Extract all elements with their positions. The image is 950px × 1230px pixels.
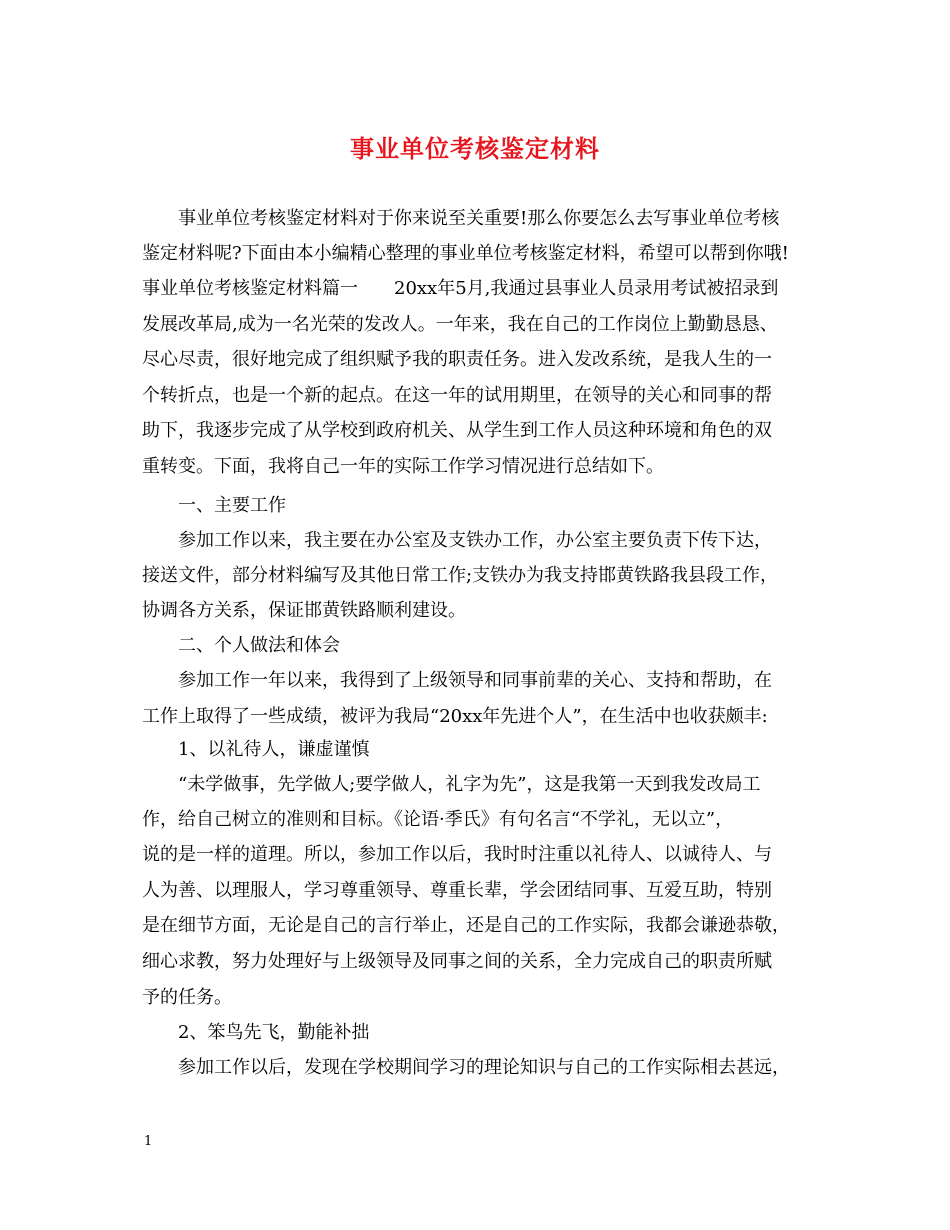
body-line: 个转折点，也是一个新的起点。在这一年的试用期里，在领导的关心和同事的帮 bbox=[142, 385, 772, 406]
body-line: 人为善、以理服人，学习尊重领导、尊重长辈，学会团结同事、互爱互助，特别 bbox=[142, 880, 772, 901]
body-line: 重转变。下面，我将自己一年的实际工作学习情况进行总结如下。 bbox=[142, 456, 664, 477]
body-line: 接送文件，部分材料编写及其他日常工作;支铁办为我支持邯黄铁路我县段工作， bbox=[142, 565, 779, 586]
section-heading: 一、主要工作 bbox=[142, 495, 286, 516]
body-line: 助下，我逐步完成了从学校到政府机关、从学生到工作人员这种环境和角色的双 bbox=[142, 420, 772, 441]
body-line: 事业单位考核鉴定材料篇一 20xx年5月,我通过县事业人员录用考试被招录到 bbox=[142, 278, 779, 299]
body-line: 鉴定材料呢?下面由本小编精心整理的事业单位考核鉴定材料，希望可以帮到你哦! bbox=[142, 243, 789, 264]
body-line: 参加工作以来，我主要在办公室及支铁办工作，办公室主要负责下传下达， bbox=[142, 530, 772, 551]
body-line: 参加工作以后，发现在学校期间学习的理论知识与自己的工作实际相去甚远， bbox=[142, 1057, 790, 1078]
body-line: 说的是一样的道理。所以，参加工作以后，我时时注重以礼待人、以诚待人、与 bbox=[142, 844, 772, 865]
body-line: 协调各方关系，保证邯黄铁路顺利建设。 bbox=[142, 600, 466, 621]
section-heading: 二、个人做法和体会 bbox=[142, 635, 340, 656]
body-line: 予的任务。 bbox=[142, 987, 232, 1008]
body-line: 尽心尽责，很好地完成了组织赋予我的职责任务。进入发改系统，是我人生的一 bbox=[142, 349, 772, 370]
body-line: 发展改革局,成为一名光荣的发改人。一年来，我在自己的工作岗位上勤勤恳恳、 bbox=[142, 314, 778, 335]
page-number: 1 bbox=[144, 1134, 153, 1149]
body-line: 工作上取得了一些成绩，被评为我局“20xx年先进个人”，在生活中也收获颇丰: bbox=[142, 706, 768, 727]
document-title: 事业单位考核鉴定材料 bbox=[350, 134, 600, 163]
body-line: 事业单位考核鉴定材料对于你来说至关重要!那么你要怎么去写事业单位考核 bbox=[142, 208, 780, 229]
body-line: 作，给自己树立的准则和目标。《论语·季氏》有句名言“不学礼，无以立”， bbox=[142, 809, 734, 830]
subsection-heading: 2、笨鸟先飞，勤能补拙 bbox=[142, 1022, 370, 1043]
body-line: 参加工作一年以来，我得到了上级领导和同事前辈的关心、支持和帮助，在 bbox=[142, 670, 772, 691]
body-line: 细心求教，努力处理好与上级领导及同事之间的关系，全力完成自己的职责所赋 bbox=[142, 951, 772, 972]
subsection-heading: 1、以礼待人，谦虚谨慎 bbox=[142, 739, 370, 760]
body-line: “未学做事，先学做人;要学做人，礼字为先”，这是我第一天到我发改局工 bbox=[142, 774, 761, 795]
body-line: 是在细节方面，无论是自己的言行举止，还是自己的工作实际，我都会谦逊恭敬， bbox=[142, 915, 790, 936]
